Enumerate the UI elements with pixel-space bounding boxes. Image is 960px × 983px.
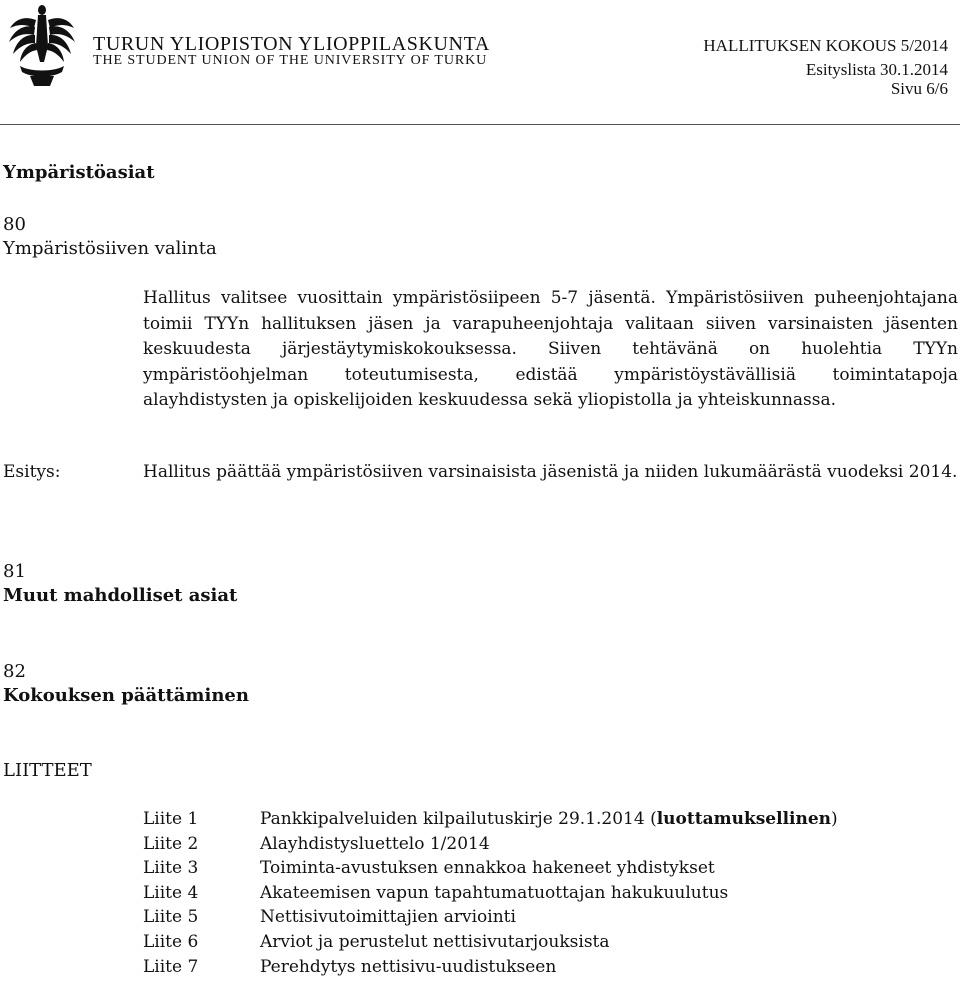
attachment-label: Liite 7	[143, 957, 199, 977]
attachment-description	[260, 807, 838, 832]
meeting-title: HALLITUKSEN KOKOUS 5/2014	[703, 36, 948, 55]
proposal-label: Esitys:	[3, 462, 61, 482]
item-82-title: Kokouksen päättäminen	[3, 685, 249, 706]
item-82-number: 82	[3, 661, 26, 682]
attachment-text: Pankkipalveluiden kilpailutuskirje 29.1.2014 (	[260, 809, 657, 829]
attachment-label: Liite 4	[143, 883, 199, 903]
attachment-text-close: )	[831, 809, 838, 829]
item-80-number: 80	[3, 214, 26, 235]
attachment-description: Arviot ja perustelut nettisivutarjouksista	[260, 932, 610, 952]
attachment-description: Alayhdistysluettelo 1/2014	[260, 834, 490, 854]
item-81-number: 81	[3, 561, 26, 582]
attachment-label: Liite 5	[143, 907, 199, 927]
attachment-label: Liite 1	[143, 809, 199, 829]
organization-name-english: THE STUDENT UNION OF THE UNIVERSITY OF TURKU	[93, 53, 488, 68]
item-80-title: Ympäristösiiven valinta	[3, 238, 217, 259]
header-divider	[0, 124, 960, 125]
attachment-description: Nettisivutoimittajien arviointi	[260, 907, 516, 927]
agenda-date: Esityslista 30.1.2014	[805, 60, 948, 79]
organization-name-finnish: TURUN YLIOPISTON YLIOPPILASKUNTA	[93, 33, 490, 55]
page-number: Sivu 6/6	[890, 79, 948, 98]
attachments-heading: LIITTEET	[3, 760, 92, 781]
item-81-title: Muut mahdolliset asiat	[3, 585, 238, 606]
confidential-marker: luottamuksellinen	[656, 809, 832, 829]
item-80-proposal: Hallitus päättää ympäristösiiven varsinaisista jäsenistä ja niiden lukumäärästä vuodeksi 2014.	[143, 462, 958, 482]
attachment-description: Perehdytys nettisivu-uudistukseen	[260, 957, 557, 977]
attachment-description: Toiminta-avustuksen ennakkoa hakeneet yhdistykset	[260, 858, 715, 878]
student-union-crest-logo	[6, 2, 78, 88]
attachment-label: Liite 2	[143, 834, 199, 854]
attachment-label: Liite 6	[143, 932, 199, 952]
attachment-description: Akateemisen vapun tapahtumatuottajan hakukuulutus	[260, 883, 729, 903]
attachment-label: Liite 3	[143, 858, 199, 878]
item-80-body: Hallitus valitsee vuosittain ympäristösiipeen 5-7 jäsentä. Ympäristösiiven puheenjohtajana toimii TYYn hallituksen jäsen ja varapuheenjohtaja valitaan siiven varsinaisten jäsenten keskuudesta järjestäytymiskokouksessa. Siiven tehtävänä on huolehtia TYYn ympäristöohjelman toteutumisesta, edistää ympäristöystävällisiä toimintatapoja alayhdistysten ja opiskelijoiden keskuudessa sekä yliopistolla ja yhteiskunnassa.	[143, 288, 958, 410]
section-title: Ympäristöasiat	[3, 162, 155, 183]
